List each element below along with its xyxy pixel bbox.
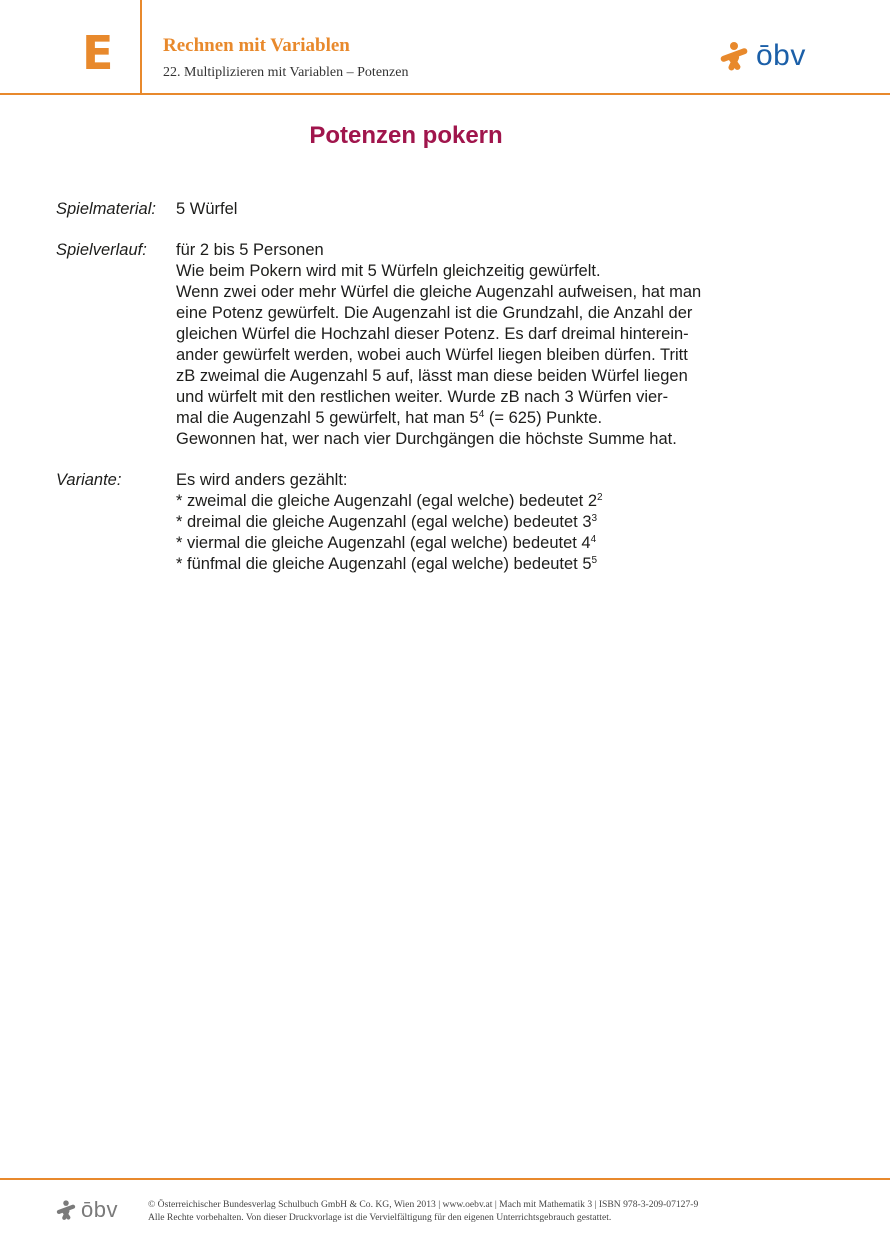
footer-logo-text: ōbv: [81, 1197, 118, 1222]
spielverlauf-line: Wenn zwei oder mehr Würfel die gleiche Augenzahl aufweisen, hat man: [176, 283, 702, 301]
score-exponent: 4: [478, 409, 485, 420]
spielverlauf-line-score: [176, 408, 776, 429]
variante-item-text: * viermal die gleiche Augenzahl (egal welche) bedeutet 4: [176, 534, 591, 552]
score-text-pre: mal die Augenzahl 5 gewürfelt, hat man 5: [176, 409, 479, 427]
variante-item-exponent: 5: [591, 555, 598, 566]
score-text-post: (= 625) Punkte.: [484, 409, 603, 427]
page-title: Potenzen pokern: [309, 122, 503, 149]
publisher-logo: [718, 40, 806, 72]
variante-item-exponent: 2: [597, 492, 603, 503]
variante-item: [176, 491, 776, 512]
variante-item-exponent: 4: [590, 534, 597, 545]
star-person-icon: [55, 1199, 77, 1221]
footer-rights-line: Alle Rechte vorbehalten. Von dieser Druckvorlage ist die Vervielfältigung für den eigenen Unterrichtsgebrauch gestattet.: [148, 1212, 612, 1223]
header-divider-vertical: [140, 0, 142, 94]
spielverlauf-line: Gewonnen hat, wer nach vier Durchgängen die höchste Summe hat.: [176, 430, 677, 448]
spielverlauf-line: und würfelt mit den restlichen weiter. Wurde zB nach 3 Würfen vier-: [176, 388, 669, 406]
variante-item-text: * fünfmal die gleiche Augenzahl (egal welche) bedeutet 5: [176, 555, 592, 573]
spielverlauf-line: zB zweimal die Augenzahl 5 auf, lässt man diese beiden Würfel liegen: [176, 367, 688, 385]
spielverlauf-line: für 2 bis 5 Personen: [176, 241, 324, 259]
variante-item: [176, 533, 776, 554]
chapter-letter: E: [82, 26, 114, 80]
spielverlauf-label: Spielverlauf:: [56, 241, 147, 259]
star-person-icon: [718, 40, 750, 72]
variante-intro: Es wird anders gezählt:: [176, 471, 348, 489]
variante-item: [176, 554, 776, 575]
section-spielmaterial: [56, 199, 776, 220]
header-divider-horizontal: [0, 93, 890, 95]
section-variante: [56, 470, 776, 575]
spielmaterial-text: 5 Würfel: [176, 200, 238, 218]
footer-copyright: [148, 1198, 698, 1224]
publisher-logo-text: ōbv: [756, 39, 806, 72]
chapter-title: Rechnen mit Variablen: [163, 35, 350, 56]
variante-item-exponent: 3: [591, 513, 598, 524]
spielverlauf-line: gleichen Würfel die Hochzahl dieser Potenz. Es darf dreimal hinterein-: [176, 325, 689, 343]
section-spielverlauf: [56, 240, 776, 450]
chapter-subtitle: 22. Multiplizieren mit Variablen – Potenzen: [163, 65, 409, 80]
spielmaterial-label: Spielmaterial:: [56, 200, 156, 218]
variante-label: Variante:: [56, 471, 122, 489]
footer-logo: [55, 1199, 118, 1221]
spielverlauf-line: eine Potenz gewürfelt. Die Augenzahl ist die Grundzahl, die Anzahl der: [176, 304, 693, 322]
variante-item: [176, 512, 776, 533]
spielverlauf-line: ander gewürfelt werden, wobei auch Würfel liegen bleiben dürfen. Tritt: [176, 346, 688, 364]
spielverlauf-line: Wie beim Pokern wird mit 5 Würfeln gleichzeitig gewürfelt.: [176, 262, 601, 280]
footer-copyright-line: © Österreichischer Bundesverlag Schulbuch GmbH & Co. KG, Wien 2013 | www.oebv.at | Mach mit Mathematik 3 | ISBN 978-3-209-07127-9: [148, 1199, 699, 1210]
variante-item-text: * dreimal die gleiche Augenzahl (egal welche) bedeutet 3: [176, 513, 592, 531]
variante-item-text: * zweimal die gleiche Augenzahl (egal welche) bedeutet 2: [176, 492, 598, 510]
footer-divider: [0, 1178, 890, 1180]
